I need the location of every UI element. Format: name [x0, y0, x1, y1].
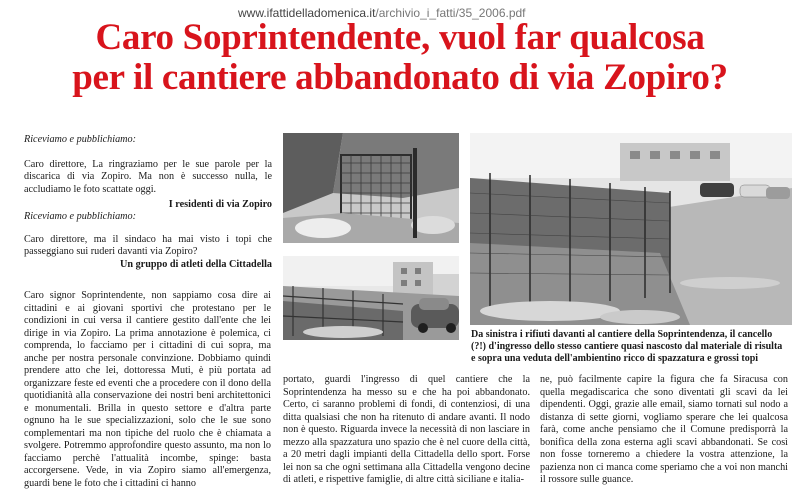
- letter-1-label: Riceviamo e pubblichiamo:: [24, 134, 137, 145]
- letter-1-signature: I residenti di via Zopiro: [168, 199, 272, 210]
- source-url-domain: www.ifattidelladomenica.it: [238, 6, 376, 20]
- letter-2-body: Caro direttore, ma il sindaco ha mai visto i topi che passeggiano sui ruderi davanti via Zopiro?: [24, 233, 272, 257]
- photo-fence-parking: [470, 133, 792, 325]
- headline-line-2: per il cantiere abbandonato di via Zopiro?: [72, 57, 728, 98]
- article-column-2-text: portato, guardi l'ingresso di quel cantiere che la Soprintendenza ha messo su e che ha poi abbandonato. Certo, ci saranno problemi di fondi, di contenziosi, di una ditta qualsiasi che non ha ritenuto di andare avanti. Il nodo non è questo. Riguarda invece la necessità di non lasciare in mezzo alla spazzatura uno spazio che è nel cuore della città, a 20 metri dagli impianti della Cittadella dello sport. Forse lei non sa che ogni settimana alla Cittadella vengono decine di atleti, e rispettive famiglie, di altre città siciliane e italia-: [283, 374, 530, 485]
- headline-line-1: Caro Soprintendente, vuol far qualcosa: [95, 17, 705, 58]
- photo-caption: Da sinistra i rifiuti davanti al cantiere della Soprintendenza, il cancello (?!) d'ingresso dello stesso cantiere quasi nascosto dal materiale di risulta e sopra una veduta dell'ambientino ricco di spazzatura e grossi topi: [471, 329, 783, 364]
- article-column-2: [283, 374, 530, 487]
- letter-2: [24, 211, 272, 271]
- source-url-path: /archivio_i_fatti/35_2006.pdf: [375, 6, 526, 20]
- article-column-3-text: ne, può facilmente capire la figura che fa Siracusa con quella megadiscarica che sono diventati gli scavi da lei dipendenti. Oggi, grazie alle email, siamo tornati sul nodo a distanza di sette giorni, vogliamo sperare che lei qualcosa farà, come anche pensiamo che il Comune predisporrà la bonifica della zona esterna agli scavi abbandonati. Se così non fosse torneremo a chiedere la vostra attenzione, la pazienza non ci manca come speriamo che a voi non manchi il rossore sulle guance.: [540, 374, 788, 485]
- photo-fence-car: [283, 256, 459, 340]
- letter-1: [24, 134, 272, 212]
- article-column-1-text: Caro signor Soprintendente, non sappiamo cosa dire ai cittadini e ai giovani sportivi che protestano per le condizioni in cui versa il cantiere gestito dall'ente che lei dirige in via Zopiro. La prima annotazione è polemica, ci comprenda, lo facciamo per i cittadini di cui sopra, ma anche per nostra personale convinzione. Dobbiamo quindi prendere atto che lei, dottoressa Muti, è più portata ad organizzare feste ed eventi che a procedere con il dono della quotidianità alla conservazione dei nostri beni architettonici e monumentali. Brilla in questo settore e d'altra parte ognuno ha le sue specializzazioni, solo che le sue sono complementari ma non tipiche del ruolo che è chiamata a svolgere. Potremmo approfondire questo assunto, ma non lo facciamo perchè l'attualità incombe, spinge: basta accorgersene. Vede, in via Zopiro siamo all'emergenza, guardi bene le foto che i cittadini ci hanno: [24, 290, 271, 489]
- article-column-3: [540, 374, 788, 487]
- letter-2-label: Riceviamo e pubblichiamo:: [24, 211, 137, 222]
- page-headline: [0, 18, 800, 98]
- letter-2-signature: Un gruppo di atleti della Cittadella: [120, 258, 272, 270]
- photo-gate: [283, 133, 459, 243]
- letter-1-body: Caro direttore, La ringraziamo per le sue parole per la discarica di via Zopiro. Ma non è successo nulla, le accludiamo le foto scattate oggi.: [24, 158, 272, 195]
- article-column-1: [24, 290, 271, 490]
